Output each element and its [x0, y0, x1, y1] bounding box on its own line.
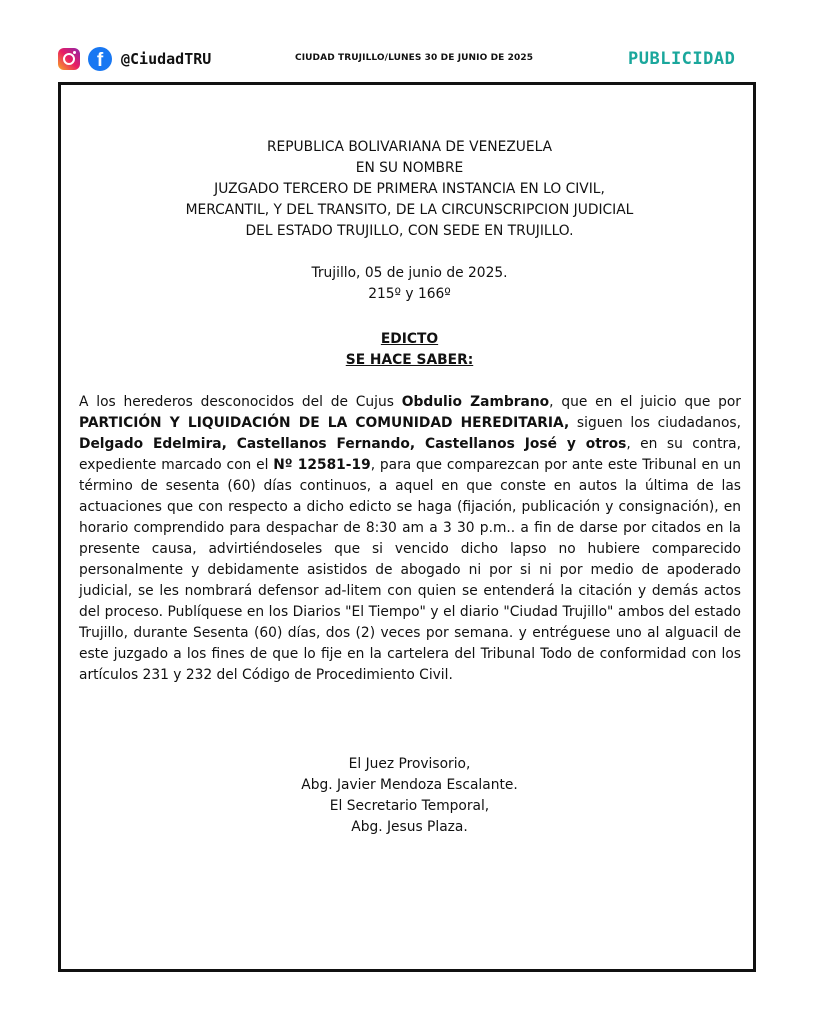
court-header [0, 137, 819, 242]
case-type: PARTICIÓN Y LIQUIDACIÓN DE LA COMUNIDAD HEREDITARIA, [79, 415, 570, 431]
edicto-title: EDICTO [380, 331, 439, 347]
signature-line: El Secretario Temporal, [329, 798, 490, 814]
header-line: REPUBLICA BOLIVARIANA DE VENEZUELA [266, 139, 553, 155]
notice-date: Trujillo, 05 de junio de 2025. [311, 265, 508, 281]
body-text-segment: A los herederos desconocidos del de Cujus [79, 394, 402, 410]
body-text-segment: , para que comparezcan por ante este Tribunal en un término de sesenta (60) días continuos, a aquel en que conste en autos la última de las actuaciones que con respecto a dicho edicto se haga (fijación, publicación y consignación), en horario comprendido para despachar de 8:30 am a 3 30 p.m.. a fin de darse por citados en la presente causa, advirtiéndoseles que si vencido dicho lapso no hubiere comparecido personalmente y debidamente asistidos de abogado ni por si ni por medio de apoderado judicial, se les nombrará defensor ad-litem con quien se entenderá la citación y demás actos del proceso. Publíquese en los Diarios "El Tiempo" y el diario "Ciudad Trujillo" ambos del estado Trujillo, durante Sesenta (60) días, dos (2) veces por semana. y entréguese uno al alguacil de este juzgado a los fines de que lo fije en la cartelera del Tribunal Todo de conformidad con los artículos 231 y 232 del Código de Procedimiento Civil. [79, 457, 741, 683]
header-line: JUZGADO TERCERO DE PRIMERA INSTANCIA EN LO CIVIL, [214, 181, 605, 197]
edicto-subtitle: SE HACE SABER: [345, 352, 474, 368]
date-block [0, 263, 819, 305]
instagram-icon[interactable] [58, 48, 80, 70]
header-line: EN SU NOMBRE [355, 160, 464, 176]
signature-block [0, 754, 819, 838]
edicto-heading [0, 329, 819, 371]
file-number: Nº 12581-19 [273, 457, 371, 473]
header-line: DEL ESTADO TRUJILLO, CON SEDE EN TRUJILLO. [245, 223, 574, 239]
page-header [0, 0, 819, 84]
facebook-icon[interactable]: f [88, 47, 112, 71]
publication-dateline: CIUDAD TRUJILLO/LUNES 30 DE JUNIO DE 2025 [295, 53, 534, 63]
body-text-segment: , que en el juicio que por [549, 394, 741, 410]
header-line: MERCANTIL, Y DEL TRANSITO, DE LA CIRCUNSCRIPCION JUDICIAL [185, 202, 634, 218]
signature-line: El Juez Provisorio, [348, 756, 471, 772]
body-text-segment: siguen los ciudadanos, [569, 415, 741, 431]
section-label: PUBLICIDAD [628, 49, 736, 69]
plaintiff-names: Delgado Edelmira, Castellanos Fernando, Castellanos José y otros [79, 436, 627, 452]
social-handle[interactable]: @CiudadTRU [121, 50, 212, 68]
notice-body [79, 392, 741, 686]
signature-line: Abg. Javier Mendoza Escalante. [301, 777, 518, 793]
signature-line: Abg. Jesus Plaza. [351, 819, 468, 835]
body-text-segment: , en su contra, expediente marcado con el [79, 436, 741, 473]
deceased-name: Obdulio Zambrano [401, 394, 550, 410]
notice-years: 215º y 166º [368, 286, 451, 302]
